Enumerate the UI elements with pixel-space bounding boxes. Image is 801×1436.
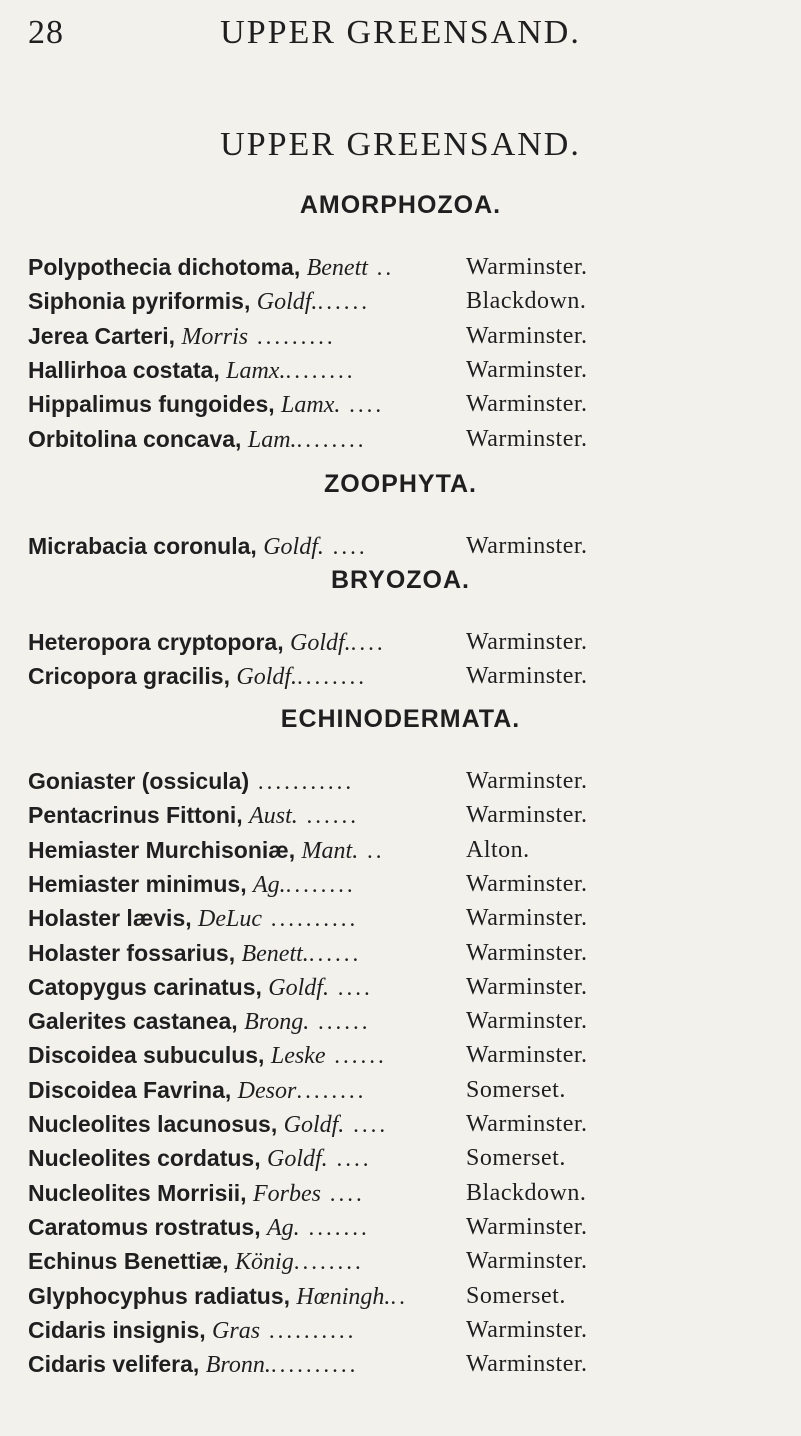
list-item [28, 1145, 778, 1179]
species-name: Hemiaster minimus, [28, 870, 247, 897]
species-name: Nucleolites Morrisii, [28, 1179, 247, 1206]
dot-leader: ........ [293, 1249, 364, 1275]
locality: Warminster. [466, 663, 588, 690]
dot-leader: ...... [297, 803, 359, 829]
species-authority: Mant. [301, 837, 359, 864]
list-item [28, 1042, 778, 1076]
species-authority: Ag. [252, 871, 286, 898]
species-name: Heteropora cryptopora, [28, 629, 284, 655]
species-entry [28, 533, 368, 561]
locality: Blackdown. [466, 288, 587, 315]
locality: Warminster. [466, 768, 588, 794]
species-name: Hallirhoa costata, [28, 356, 220, 383]
section-heading: ZOOPHYTA. [324, 470, 477, 498]
species-name: Catopygus carinatus, [28, 973, 262, 1000]
dot-leader: ...... [309, 1009, 371, 1035]
species-name: Caratomus rostratus, [28, 1213, 261, 1240]
species-authority: Lamx. [281, 392, 341, 419]
locality: Warminster. [466, 1042, 588, 1069]
list-item [28, 426, 778, 460]
locality: Warminster. [466, 973, 588, 1000]
species-entry [28, 1180, 365, 1208]
list-item [28, 357, 778, 391]
dot-leader: .... [350, 630, 386, 655]
locality: Warminster. [466, 629, 588, 655]
species-entry [28, 1145, 371, 1173]
species-entry [28, 1214, 370, 1242]
species-name: Echinus Benettiæ, [28, 1248, 229, 1275]
species-entry [28, 802, 359, 830]
locality: Warminster. [466, 1351, 588, 1378]
dot-leader: ........ [285, 871, 356, 897]
species-entry [28, 905, 358, 933]
species-entry [28, 1317, 356, 1345]
dot-leader: ...... [308, 940, 362, 966]
species-entry [28, 426, 367, 454]
dot-leader: ......... [248, 323, 336, 349]
species-authority: Goldf. [256, 289, 318, 316]
locality: Somerset. [466, 1076, 566, 1103]
list-item [28, 1111, 778, 1145]
species-entry [28, 1077, 366, 1105]
running-title: UPPER GREENSAND. [220, 14, 581, 51]
species-authority: Benett [306, 255, 368, 281]
list-item [28, 802, 778, 836]
section-heading: AMORPHOZOA. [299, 191, 502, 219]
species-authority: Morris [181, 323, 249, 350]
species-authority: König [235, 1249, 294, 1276]
dot-leader: .......... [260, 1317, 357, 1343]
species-authority: DeLuc [198, 906, 263, 933]
page-title: UPPER GREENSAND. [220, 126, 581, 163]
species-name: Goniaster (ossicula) [28, 768, 250, 794]
list-item [28, 768, 778, 802]
dot-leader: ........ [296, 426, 367, 452]
dot-leader: .... [327, 1146, 372, 1172]
list-item [28, 1317, 778, 1351]
locality: Warminster. [466, 939, 588, 966]
species-authority: Hœningh. [296, 1283, 391, 1310]
species-authority: Goldf. [290, 630, 351, 656]
species-name: Holaster lævis, [28, 905, 192, 932]
species-authority: Goldf. [236, 664, 298, 691]
list-item [28, 254, 778, 288]
list-item [28, 905, 778, 939]
locality: Somerset. [466, 1145, 566, 1172]
dot-leader: .... [340, 392, 385, 418]
species-name: Siphonia pyriformis, [28, 288, 251, 315]
dot-leader: ...... [317, 289, 370, 315]
species-name: Nucleolites lacunosus, [28, 1111, 278, 1137]
species-authority: Aust. [249, 803, 298, 830]
species-name: Hemiaster Murchisoniæ, [28, 836, 296, 863]
list-item [28, 391, 778, 425]
locality: Warminster. [466, 1213, 588, 1240]
locality: Warminster. [466, 1316, 588, 1343]
page-number: 28 [28, 14, 64, 51]
species-name: Jerea Carteri, [28, 322, 176, 349]
list-item [28, 533, 778, 567]
species-authority: Goldf. [268, 974, 329, 1001]
species-entry [28, 1248, 364, 1276]
locality: Blackdown. [466, 1179, 587, 1206]
locality: Warminster. [466, 1111, 588, 1137]
dot-leader: ........ [296, 1077, 367, 1103]
list-item [28, 940, 778, 974]
list-item [28, 663, 778, 697]
dot-leader: .. [367, 255, 395, 280]
species-authority: Goldf. [263, 534, 324, 560]
species-authority: Desor [237, 1077, 297, 1104]
species-entry [28, 288, 370, 316]
section-heading: ECHINODERMATA. [280, 705, 521, 733]
species-name: Polypothecia dichotoma, [28, 254, 301, 280]
list-item [28, 1214, 778, 1248]
locality: Warminster. [466, 802, 588, 829]
dot-leader: .... [344, 1112, 389, 1137]
list-item [28, 1077, 778, 1111]
locality: Warminster. [466, 322, 588, 349]
dot-leader: .......... [262, 906, 359, 932]
dot-leader: ........ [285, 357, 356, 383]
species-name: Hippalimus fungoides, [28, 391, 275, 418]
species-name: Holaster fossarius, [28, 939, 236, 966]
dot-leader: .. [390, 1283, 408, 1309]
dot-leader: .... [328, 974, 373, 1000]
species-entry [28, 254, 394, 282]
locality: Warminster. [466, 870, 588, 897]
locality: Warminster. [466, 905, 588, 932]
species-entry [28, 391, 384, 419]
list-item [28, 1180, 778, 1214]
species-entry [28, 974, 373, 1002]
species-name: Discoidea subuculus, [28, 1042, 265, 1069]
species-entry [28, 871, 356, 899]
dot-leader: .... [320, 1180, 365, 1206]
list-item [28, 288, 778, 322]
species-name: Galerites castanea, [28, 1008, 238, 1035]
list-item [28, 1008, 778, 1042]
species-name: Cricopora gracilis, [28, 663, 230, 690]
running-head [28, 14, 773, 54]
species-entry [28, 940, 361, 968]
list-item [28, 1351, 778, 1385]
section-heading: BRYOZOA. [330, 566, 471, 594]
species-entry [28, 1042, 387, 1070]
species-authority: Bronn. [205, 1352, 271, 1379]
species-authority: Forbes [252, 1180, 321, 1207]
list-item [28, 871, 778, 905]
species-entry [28, 1008, 370, 1036]
species-entry [28, 663, 367, 691]
species-name: Micrabacia coronula, [28, 533, 257, 559]
list-item [28, 974, 778, 1008]
locality: Warminster. [466, 1248, 588, 1275]
list-item [28, 1283, 778, 1317]
locality: Warminster. [466, 533, 588, 559]
dot-leader: .......... [270, 1352, 359, 1378]
dot-leader: ........... [249, 769, 355, 794]
locality: Warminster. [466, 1008, 588, 1035]
species-authority: Lamx. [226, 357, 286, 384]
locality: Warminster. [466, 391, 588, 418]
dot-leader: ...... [325, 1043, 387, 1069]
species-entry [28, 1111, 388, 1139]
locality: Warminster. [466, 425, 588, 452]
species-entry [28, 357, 355, 385]
species-authority: Brong. [244, 1009, 310, 1036]
dot-leader: .. [358, 837, 385, 863]
dot-leader: ....... [299, 1214, 370, 1240]
list-item [28, 323, 778, 357]
dot-leader: .... [323, 534, 368, 559]
species-authority: Lam. [247, 426, 297, 453]
list-item [28, 629, 778, 663]
list-item [28, 1248, 778, 1282]
locality: Warminster. [466, 356, 588, 383]
species-entry [28, 323, 336, 351]
list-item [28, 837, 778, 871]
species-entry [28, 837, 384, 865]
species-name: Cidaris insignis, [28, 1316, 206, 1343]
species-name: Glyphocyphus radiatus, [28, 1282, 290, 1309]
locality: Alton. [466, 836, 530, 863]
species-authority: Ag. [267, 1214, 300, 1241]
species-entry [28, 1283, 408, 1311]
species-name: Nucleolites cordatus, [28, 1145, 261, 1172]
species-name: Discoidea Favrina, [28, 1076, 232, 1103]
locality: Somerset. [466, 1282, 566, 1309]
species-entry [28, 768, 354, 795]
species-name: Orbitolina concava, [28, 425, 242, 452]
species-entry [28, 1351, 358, 1379]
species-authority: Gras [212, 1317, 261, 1344]
species-authority: Goldf. [283, 1112, 345, 1138]
species-authority: Benett. [241, 940, 309, 967]
species-authority: Goldf. [267, 1146, 328, 1173]
locality: Warminster. [466, 254, 588, 280]
species-entry [28, 629, 386, 657]
species-name: Pentacrinus Fittoni, [28, 802, 243, 829]
dot-leader: ........ [297, 664, 368, 690]
species-name: Cidaris velifera, [28, 1351, 200, 1378]
species-authority: Leske [270, 1043, 326, 1070]
